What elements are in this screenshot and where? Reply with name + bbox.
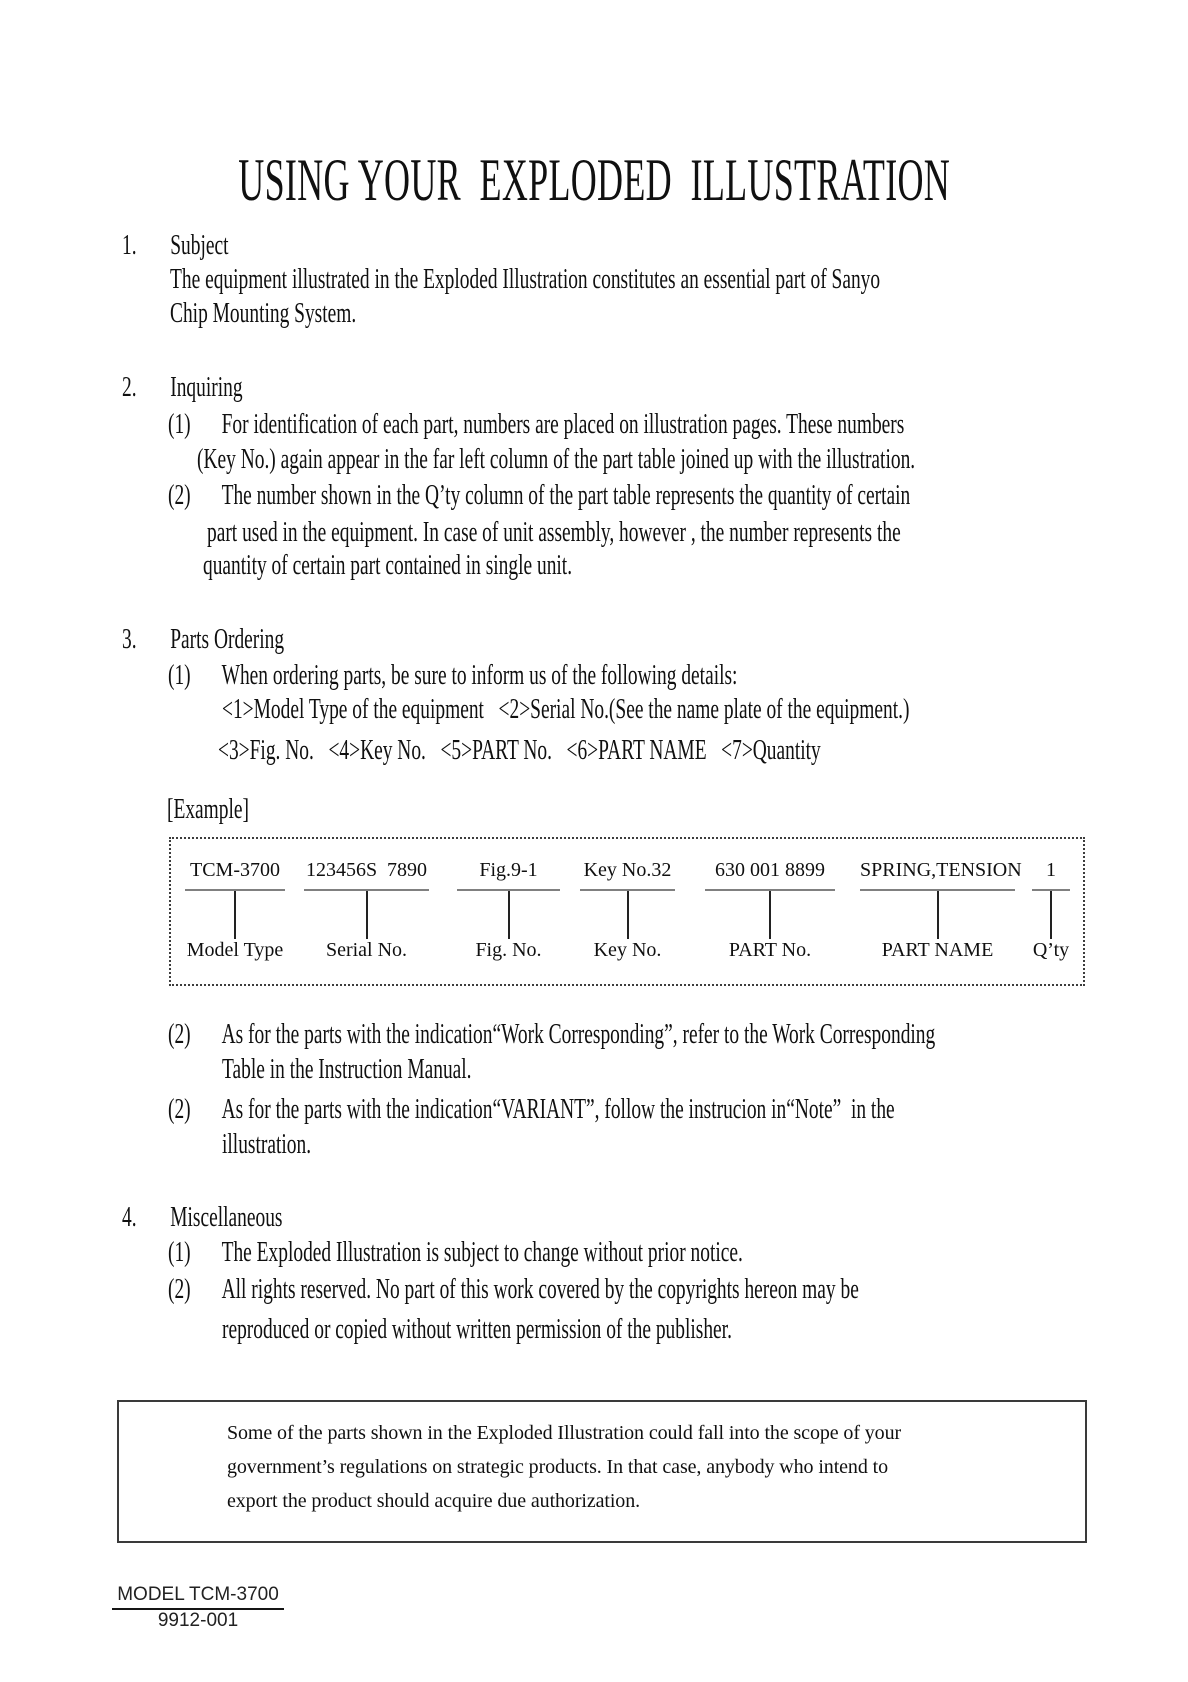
example-column-part-name [860, 839, 1022, 984]
item-text: As for the parts with the indication“Work Corresponding”, refer to the Work Corresponding [221, 1018, 936, 1050]
section-4-item-1 [168, 1237, 743, 1269]
section-1-number: 1. [122, 229, 137, 261]
section-3-item-2 [168, 1019, 935, 1051]
item-marker: (2) [168, 479, 191, 511]
notice-line-3: export the product should acquire due authorization. [227, 1490, 641, 1512]
example-value: SPRING,TENSION [860, 859, 1022, 881]
footer-model: MODEL TCM-3700 [112, 1584, 284, 1610]
section-1-heading [122, 230, 229, 262]
example-field-label: Q’ty [1032, 939, 1070, 961]
section-2-item-2-cont-1: part used in the equipment. In case of unit assembly, however , the number represents the [207, 516, 901, 548]
example-column-key-no [580, 839, 675, 984]
example-connector-line [937, 891, 939, 939]
notice-line-1: Some of the parts shown in the Exploded Illustration could fall into the scope of your [227, 1422, 902, 1444]
example-field-label: Fig. No. [475, 939, 542, 961]
page-title: USING YOUR EXPLODED ILLUSTRATION [238, 147, 950, 213]
item-text: All rights reserved. No part of this work covered by the copyrights hereon may be [221, 1273, 859, 1305]
example-column-serial-no [304, 839, 429, 984]
section-3-item-2-cont: Table in the Instruction Manual. [222, 1053, 472, 1085]
example-connector-line [627, 891, 629, 939]
section-3-item-1-cont-2: <3>Fig. No. <4>Key No. <5>PART No. <6>PART NAME <7>Quantity [218, 734, 821, 766]
section-3-item-1 [168, 660, 737, 692]
item-marker: (2) [168, 1273, 191, 1305]
item-text: The number shown in the Q’ty column of the part table represents the quantity of certain [221, 479, 911, 511]
example-field-label: Model Type [186, 939, 284, 961]
item-marker: (1) [168, 1236, 191, 1268]
example-value: 630 001 8899 [715, 859, 825, 881]
example-field-label: PART No. [728, 939, 812, 961]
item-text: For identification of each part, numbers are placed on illustration pages. These numbers [221, 408, 905, 440]
example-column-fig-no [457, 839, 560, 984]
example-field-label: Serial No. [325, 939, 408, 961]
example-field-label: PART NAME [881, 939, 994, 961]
section-3-item-3 [168, 1094, 895, 1126]
item-text: As for the parts with the indication“VARIANT”, follow the instrucion in“Note” in the [221, 1093, 895, 1125]
section-1-line-1: The equipment illustrated in the Exploded Illustration constitutes an essential part of Sanyo [170, 263, 881, 295]
section-3-title: Parts Ordering [170, 623, 285, 655]
section-1-title: Subject [170, 229, 229, 261]
example-value: 123456S 7890 [305, 859, 428, 881]
example-connector-line [508, 891, 510, 939]
page-title-wrap [0, 146, 1188, 215]
example-value: TCM-3700 [190, 859, 280, 881]
section-2-item-1 [168, 409, 904, 441]
section-2-number: 2. [122, 371, 137, 403]
example-column-part-no [705, 839, 835, 984]
footer-code: 9912-001 [157, 1610, 239, 1631]
item-marker: (2) [168, 1093, 191, 1125]
example-field-label: Key No. [593, 939, 662, 961]
item-text: The Exploded Illustration is subject to change without prior notice. [221, 1236, 743, 1268]
example-column-qty [1032, 839, 1070, 984]
section-2-item-1-cont: (Key No.) again appear in the far left column of the part table joined up with the illustration. [197, 443, 916, 475]
item-marker: (1) [168, 659, 191, 691]
example-value: 1 [1046, 859, 1056, 881]
item-text: When ordering parts, be sure to inform us of the following details: [221, 659, 738, 691]
section-4-number: 4. [122, 1201, 137, 1233]
notice-box [117, 1400, 1087, 1543]
section-2-item-2 [168, 480, 910, 512]
section-3-heading [122, 624, 284, 656]
section-2-item-2-cont-2: quantity of certain part contained in single unit. [203, 549, 573, 581]
section-3-item-1-cont-1: <1>Model Type of the equipment <2>Serial No.(See the name plate of the equipment.) [222, 693, 910, 725]
example-connector-line [1050, 891, 1052, 939]
section-4-title: Miscellaneous [170, 1201, 283, 1233]
item-marker: (1) [168, 408, 191, 440]
section-4-heading [122, 1202, 282, 1234]
section-3-item-3-cont: illustration. [222, 1128, 312, 1160]
example-label: [Example] [167, 793, 250, 825]
example-connector-line [769, 891, 771, 939]
section-2-title: Inquiring [170, 371, 243, 403]
section-4-item-2-cont: reproduced or copied without written permission of the publisher. [222, 1313, 732, 1345]
section-1-line-2: Chip Mounting System. [170, 297, 357, 329]
section-3-number: 3. [122, 623, 137, 655]
example-box [169, 837, 1085, 986]
example-column-model-type [185, 839, 285, 984]
example-connector-line [234, 891, 236, 939]
notice-line-2: government’s regulations on strategic products. In that case, anybody who intend to [227, 1456, 888, 1478]
section-2-heading [122, 372, 243, 404]
item-marker: (2) [168, 1018, 191, 1050]
example-value: Key No.32 [583, 859, 672, 881]
section-4-item-2 [168, 1274, 859, 1306]
example-value: Fig.9-1 [479, 859, 538, 881]
example-connector-line [366, 891, 368, 939]
